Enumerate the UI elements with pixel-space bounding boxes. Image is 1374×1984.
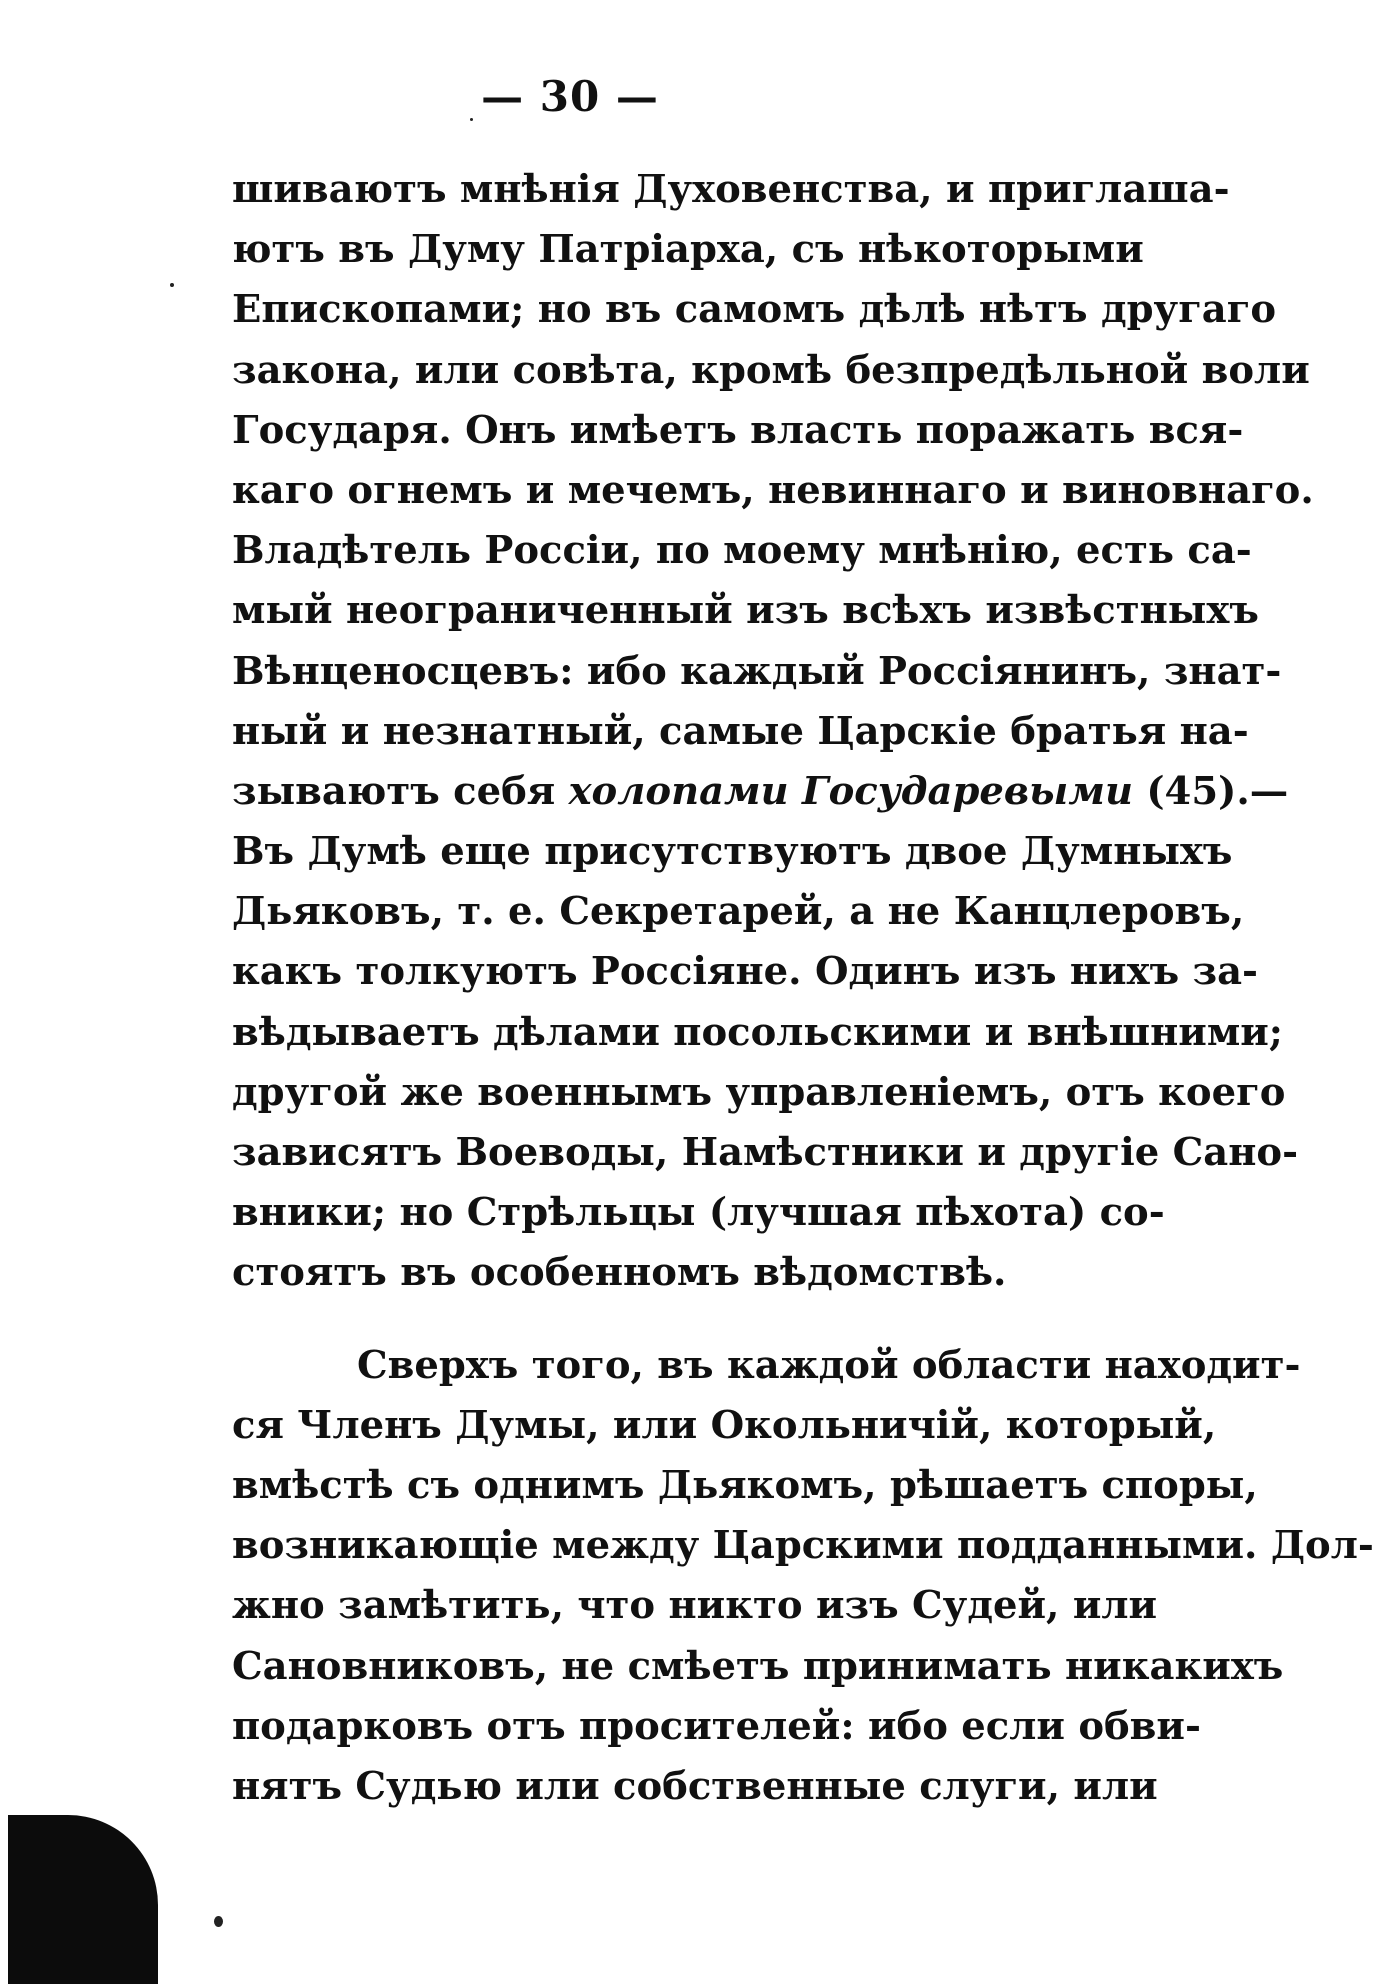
text-line: Владѣтель Россіи, по моему мнѣнію, есть са- — [232, 528, 1252, 574]
text-line: ный и незнатный, самые Царскіе братья на- — [232, 708, 1249, 754]
italic-phrase: холопами Государевыми — [568, 768, 1133, 814]
text-line: вмѣстѣ съ однимъ Дьякомъ, рѣшаетъ споры, — [232, 1462, 1258, 1508]
text-line: ся Членъ Думы, или Окольничій, который, — [232, 1402, 1217, 1448]
text-line: Государя. Онъ имѣетъ власть поражать вся- — [232, 407, 1244, 453]
text-segment: зываютъ себя — [232, 768, 569, 814]
text-line: Сановниковъ, не смѣетъ принимать никакихъ — [232, 1643, 1284, 1689]
text-line: зависятъ Воеводы, Намѣстники и другіе Сано- — [232, 1130, 1299, 1175]
text-line: ютъ въ Думу Патріарха, съ нѣкоторыми — [232, 227, 1144, 273]
body-text — [232, 160, 1374, 1817]
text-line: Въ Думѣ еще присутствуютъ двое Думныхъ — [232, 829, 1233, 875]
paragraph-1 — [232, 160, 1314, 1304]
text-line: мый неограниченный изъ всѣхъ извѣстныхъ — [232, 588, 1259, 634]
text-line: жно замѣтить, что никто изъ Судей, или — [232, 1583, 1158, 1629]
ink-speck — [214, 1916, 223, 1927]
ink-speck — [170, 283, 174, 287]
text-line: подарковъ отъ просителей: ибо если обви- — [232, 1703, 1201, 1749]
text-line: Вѣнценосцевъ: ибо каждый Россіянинъ, знат- — [232, 648, 1282, 694]
text-line-with-italic — [232, 762, 1289, 822]
text-line: вники; но Стрѣльцы (лучшая пѣхота) со- — [232, 1190, 1165, 1236]
text-line: Дьяковъ, т. е. Секретарей, а не Канцлеровъ, — [232, 889, 1245, 935]
text-line: Сверхъ того, въ каждой области находит- — [357, 1342, 1301, 1388]
paragraph-gap — [232, 1304, 1102, 1336]
text-line: нятъ Судью или собственные слуги, или — [232, 1763, 1158, 1809]
text-line: стоятъ въ особенномъ вѣдомствѣ. — [232, 1250, 1007, 1296]
page-number: — 30 — — [481, 72, 659, 121]
footnote-reference: (45).— — [1132, 768, 1289, 814]
text-line: Епископами; но въ самомъ дѣлѣ нѣтъ другаго — [232, 287, 1277, 333]
corner-ink-blot — [8, 1815, 158, 1984]
paragraph-2 — [232, 1336, 1374, 1818]
text-line: какъ толкуютъ Россіяне. Одинъ изъ нихъ за- — [232, 949, 1259, 995]
ink-speck — [470, 118, 473, 121]
text-line: шиваютъ мнѣнія Духовенства, и приглаша- — [232, 167, 1230, 212]
text-line: вѣдываетъ дѣлами посольскими и внѣшними; — [232, 1009, 1284, 1055]
text-line: другой же военнымъ управленіемъ, отъ коего — [232, 1069, 1286, 1115]
text-line: возникающіе между Царскими подданными. Дол- — [232, 1523, 1374, 1569]
text-line: закона, или совѣта, кромѣ безпредѣльной воли — [232, 347, 1310, 393]
text-line: каго огнемъ и мечемъ, невиннаго и виновнаго. — [232, 467, 1314, 513]
